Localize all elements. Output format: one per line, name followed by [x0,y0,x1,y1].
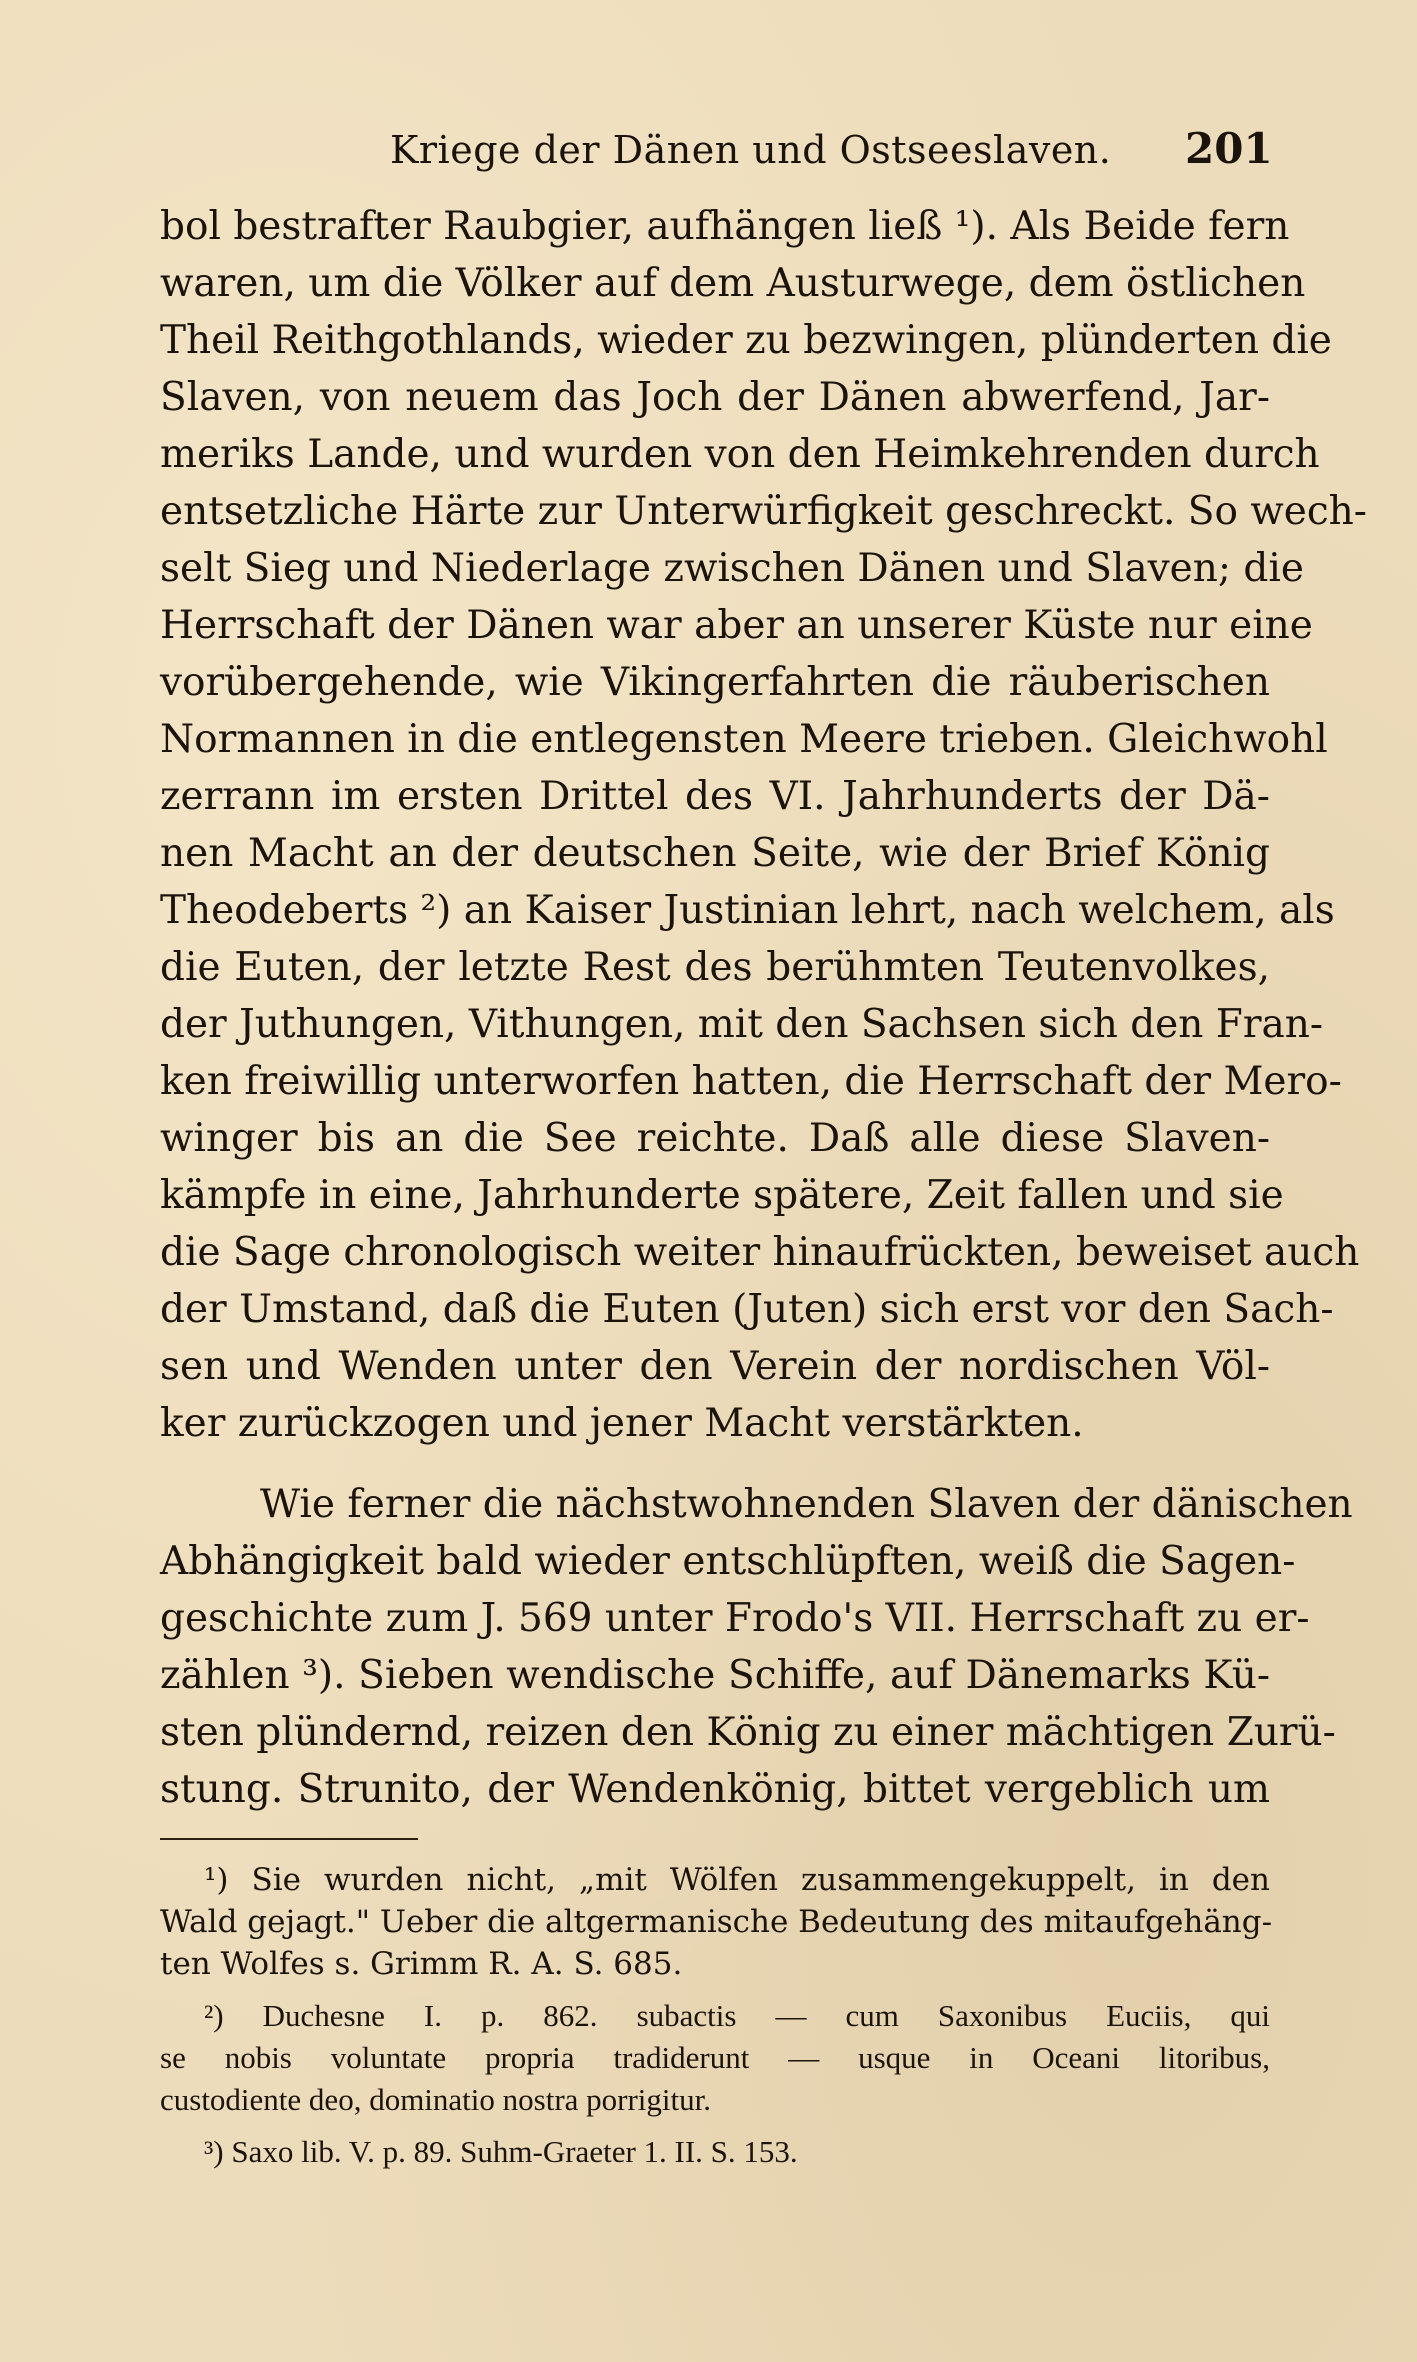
body-line: sen und Wenden unter den Verein der nordischen Völ- [160,1344,1270,1389]
body-line: stung. Strunito, der Wendenkönig, bittet vergeblich um [160,1767,1270,1812]
footnote-line: ²) Duchesne I. p. 862. subactis — cum Saxonibus Euciis, qui [204,1998,1270,2033]
footnote-line: se nobis voluntate propria tradiderunt — usque in Oceani litoribus, [160,2040,1270,2075]
body-line: zählen ³). Sieben wendische Schiffe, auf Dänemarks Kü- [160,1653,1270,1698]
body-line: waren, um die Völker auf dem Austurwege, dem östlichen [160,261,1306,306]
body-line: selt Sieg und Niederlage zwischen Dänen und Slaven; die [160,546,1304,591]
footnote-line: custodiente deo, dominatio nostra porrigitur. [160,2082,712,2117]
body-line: ken freiwillig unterworfen hatten, die Herrschaft der Mero- [160,1059,1342,1104]
body-line: Abhängigkeit bald wieder entschlüpften, weiß die Sagen- [160,1539,1296,1584]
footnote-rule [160,1838,418,1840]
page-number: 201 [1185,124,1273,173]
footnote-line: ten Wolfes s. Grimm R. A. S. 685. [160,1946,683,1982]
body-line: Normannen in die entlegensten Meere trieben. Gleichwohl [160,717,1328,762]
body-line: Theil Reithgothlands, wieder zu bezwingen, plünderten die [160,318,1332,363]
body-line: sten plündernd, reizen den König zu einer mächtigen Zurü- [160,1710,1336,1755]
body-line: meriks Lande, und wurden von den Heimkehrenden durch [160,432,1320,477]
body-line: Theodeberts ²) an Kaiser Justinian lehrt, nach welchem, als [160,888,1335,933]
body-line: Herrschaft der Dänen war aber an unserer Küste nur eine [160,603,1313,648]
body-line: zerrann im ersten Drittel des VI. Jahrhunderts der Dä- [160,774,1270,819]
body-line: ker zurückzogen und jener Macht verstärkten. [160,1401,1084,1446]
body-line: der Juthungen, Vithungen, mit den Sachsen sich den Fran- [160,1002,1324,1047]
footnote-line: Wald gejagt." Ueber die altgermanische Bedeutung des mitaufgehäng- [160,1904,1273,1940]
running-head: Kriege der Dänen und Ostseeslaven. [390,128,1112,172]
body-line: winger bis an die See reichte. Daß alle diese Slaven- [160,1116,1270,1161]
footnote-line: ¹) Sie wurden nicht, „mit Wölfen zusammengekuppelt, in den [204,1862,1270,1898]
body-line: der Umstand, daß die Euten (Juten) sich erst vor den Sach- [160,1287,1334,1332]
body-line: vorübergehende, wie Vikingerfahrten die räuberischen [160,660,1270,705]
body-line: kämpfe in eine, Jahrhunderte spätere, Zeit fallen und sie [160,1173,1284,1218]
body-line: die Sage chronologisch weiter hinaufrückten, beweiset auch [160,1230,1360,1275]
body-line: Slaven, von neuem das Joch der Dänen abwerfend, Jar- [160,375,1270,420]
footnote-line: ³) Saxo lib. V. p. 89. Suhm-Graeter 1. II. S. 153. [204,2134,798,2169]
body-line: geschichte zum J. 569 unter Frodo's VII. Herrschaft zu er- [160,1596,1310,1641]
body-line: Wie ferner die nächstwohnenden Slaven der dänischen [260,1482,1353,1527]
body-line: entsetzliche Härte zur Unterwürfigkeit geschreckt. So wech- [160,489,1367,534]
body-line: nen Macht an der deutschen Seite, wie der Brief König [160,831,1270,876]
body-line: die Euten, der letzte Rest des berühmten Teutenvolkes, [160,945,1270,990]
body-line: bol bestrafter Raubgier, aufhängen ließ ¹). Als Beide fern [160,204,1290,249]
